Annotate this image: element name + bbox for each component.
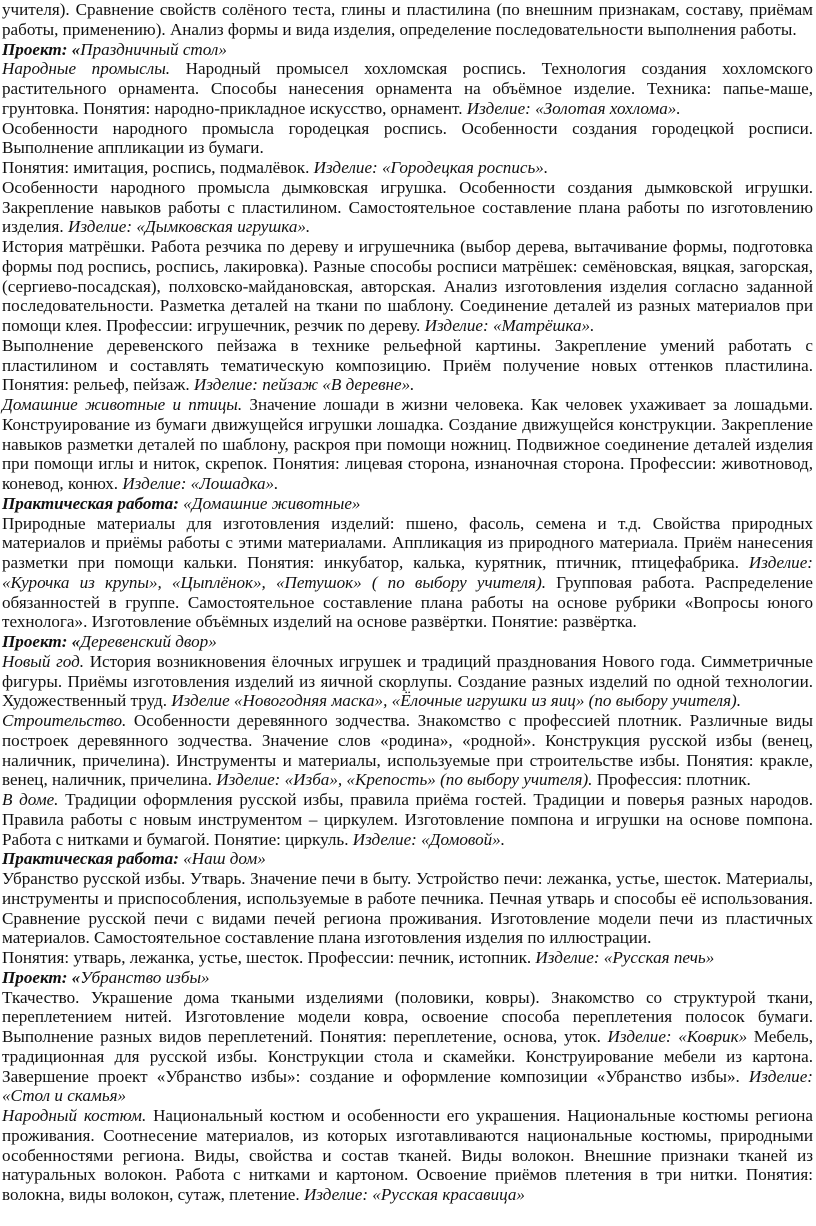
text-run: Понятия: имитация, роспись, подмалёвок. xyxy=(2,158,314,177)
italic-text-run: Домашние животные и птицы. xyxy=(2,395,243,414)
paragraph xyxy=(2,790,813,849)
italic-text-run: Убранство избы» xyxy=(80,967,210,987)
paragraph xyxy=(2,1106,813,1205)
bold-italic-label: Проект: « xyxy=(2,632,81,651)
italic-text-run: Народные промыслы. xyxy=(2,59,171,79)
paragraph xyxy=(2,869,813,948)
italic-text-run: Народный костюм. xyxy=(2,1106,147,1125)
italic-text-run: Строительство. xyxy=(2,711,127,730)
text-run: История возникновения ёлочных игрушек и традиций празднования Нового года. Симметричные фигуры. Приёмы изготовления изделий из яичной скорлупы. Создание разных изделий по одной технологии. Художественный труд. xyxy=(2,651,814,711)
paragraph xyxy=(2,237,813,336)
paragraph xyxy=(2,158,813,178)
bold-italic-label: Практическая работа: xyxy=(2,849,184,869)
paragraph xyxy=(2,948,813,968)
text-run: Особенности деревянного зодчества. Знакомство с профессией плотник. Различные виды построек деревянного зодчества. Значение слов «родина», «родной». Конструкция русской избы (венец, наличник, причелина). Инструменты и материалы, используемые при строительстве избы. Понятия: кракле, венец, наличник, причелина. xyxy=(2,711,813,790)
text-run: Профессия: плотник. xyxy=(592,770,751,790)
section-heading xyxy=(2,494,813,514)
italic-text-run: Изделие: «Изба», «Крепость» (по выбору учителя). xyxy=(216,770,593,790)
text-run: Ткачество. Украшение дома ткаными изделиями (половики, ковры). Знакомство со структурой ткани, переплетением нитей. Изготовление модели ковра, освоение способа переплетения полосок бумаги. Выполнение разных видов переплетений. Понятия: переплетение, основа, уток. xyxy=(2,987,813,1046)
italic-text-run: Изделие: «Золотая хохлома». xyxy=(466,98,681,118)
italic-text-run: Изделие: «Городецкая роспись». xyxy=(313,158,549,177)
bold-italic-label: Практическая работа: xyxy=(2,493,184,513)
paragraph xyxy=(2,988,813,1107)
italic-text-run: Изделие: «Русская красавица» xyxy=(303,1185,525,1204)
italic-text-run: «Домашние животные» xyxy=(183,493,361,513)
text-run: Народный промысел хохломская роспись. Технология создания хохломского растительного орнамента. Способы нанесения орнамента на объёмное изделие. Техника: папье-маше, грунтовка. Понятия: народно-прикладное искусство, орнамент. xyxy=(2,59,813,118)
text-run: Особенности народного промысла дымковская игрушка. Особенности создания дымковской игрушки. Закрепление навыков работы с пластилином. Самостоятельное составление плана работы по изготовлению изделия. xyxy=(2,177,813,237)
section-heading xyxy=(2,632,813,652)
paragraph xyxy=(2,0,813,40)
italic-text-run: Деревенский двор» xyxy=(80,632,217,651)
italic-text-run: Новый год. xyxy=(2,651,85,671)
text-run: Природные материалы для изготовления изделий: пшено, фасоль, семена и т.д. Свойства природных материалов и приёмы работы с этими материалами. Аппликация из природного материала. Приём нанесения разметки при помощи кальки. Понятия: инкубатор, калька, курятник, птичник, птицефабрика. xyxy=(2,513,813,572)
paragraph xyxy=(2,178,813,237)
italic-text-run: Изделие: «Коврик» xyxy=(607,1027,748,1046)
paragraph xyxy=(2,395,813,494)
text-run: Понятия: утварь, лежанка, устье, шесток. Профессии: печник, истопник. xyxy=(2,948,536,967)
text-run: Групповая работа. Распределение обязанностей в группе. Самостоятельное составление плана работы на основе рубрики «Вопросы юного технолога». Изготовление объёмных изделий на основе развёртки. Понятие: развёртка. xyxy=(2,572,813,632)
paragraph xyxy=(2,336,813,395)
italic-text-run: Изделие: «Курочка из крупы», «Цыплёнок», «Петушок» ( по выбору учителя). xyxy=(2,553,813,592)
paragraph xyxy=(2,59,813,118)
text-run: Убранство русской избы. Утварь. Значение печи в быту. Устройство печи: лежанка, устье, шесток. Материалы, инструменты и приспособления, используемые в работе печника. Печная утварь и способы её использования. Сравнение русской печи с видами печей региона проживания. Изготовление модели печи из пластичных материалов. Самостоятельное составление плана изготовления изделия по иллюстрации. xyxy=(2,869,813,948)
bold-italic-label: Проект: « xyxy=(2,39,81,59)
italic-text-run: Изделие: «Матрёшка». xyxy=(424,316,595,335)
paragraph xyxy=(2,119,813,159)
italic-text-run: Изделие «Новогодняя маска», «Ёлочные игрушки из яиц» (по выбору учителя). xyxy=(171,691,741,711)
text-run: Выполнение деревенского пейзажа в технике рельефной картины. Закрепление умений работать с пластилином и составлять тематическую композицию. Приём получение новых оттенков пластилина. Понятия: рельеф, пейзаж. xyxy=(2,335,813,395)
paragraph xyxy=(2,514,813,633)
text-run: Национальный костюм и особенности его украшения. Национальные костюмы региона проживания. Соотнесение материалов, из которых изготавливаются национальные костюмы, природными особенностями региона. Виды, свойства и состав тканей. Виды волокон. Внешние признаки тканей из натуральных волокон. Работа с нитками и картоном. Освоение приёмов плетения в три нитки. Понятия: волокна, виды волокон, сутаж, плетение. xyxy=(2,1106,813,1204)
paragraph xyxy=(2,652,813,711)
italic-text-run: Изделие: пейзаж «В деревне». xyxy=(193,375,415,395)
section-heading xyxy=(2,849,813,869)
italic-text-run: Изделие: «Домовой». xyxy=(352,829,506,849)
text-run: учителя). Сравнение свойств солёного теста, глины и пластилина (по внешним признакам, составу, приёмам работы, применению). Анализ формы и вида изделия, определение последовательности выполнения работы. xyxy=(2,0,813,39)
italic-text-run: Изделие: «Стол и скамья» xyxy=(2,1066,813,1106)
italic-text-run: Изделие: «Лошадка». xyxy=(122,474,279,493)
section-heading xyxy=(2,968,813,988)
italic-text-run: Праздничный стол» xyxy=(80,39,227,59)
text-run: Традиции оформления русской избы, правила приёма гостей. Традиции и поверья разных народов. Правила работы с новым инструментом – циркулем. Изготовление помпона и игрушки на основе помпона. Работа с нитками и бумагой. Понятие: циркуль. xyxy=(2,790,814,849)
text-run: Мебель, традиционная для русской избы. Конструкции стола и скамейки. Конструирование мебели из картона. Завершение проект «Убранство избы»: создание и оформление композиции «Убранство избы». xyxy=(2,1027,813,1086)
italic-text-run: В доме. xyxy=(2,790,59,809)
text-run: Значение лошади в жизни человека. Как человек ухаживает за лошадьми. Конструирование из бумаги движущейся игрушки лошадка. Создание движущейся конструкции. Закрепление навыков разметки деталей по шаблону, раскроя при помощи ножниц. Подвижное соединение деталей изделия при помощи иглы и ниток, скрепок. Понятия: лицевая сторона, изнаночная сторона. Профессии: животновод, коневод, конюх. xyxy=(2,395,813,493)
italic-text-run: Изделие: «Дымковская игрушка». xyxy=(67,217,311,237)
bold-italic-label: Проект: « xyxy=(2,967,81,987)
text-run: Особенности народного промысла городецкая роспись. Особенности создания городецкой росписи. Выполнение аппликации из бумаги. xyxy=(2,118,813,158)
italic-text-run: «Наш дом» xyxy=(183,849,266,869)
section-heading xyxy=(2,40,813,60)
italic-text-run: Изделие: «Русская печь» xyxy=(535,948,715,967)
paragraph xyxy=(2,711,813,790)
text-run: История матрёшки. Работа резчика по дереву и игрушечника (выбор дерева, вытачивание формы, подготовка формы под роспись, роспись, лакировка). Разные способы росписи матрёшек: семёновская, вяцкая, загорская, (сергиево-посадская), полховско-майдановская, авторская. Анализ изготовления изделия согласно заданной последовательности. Разметка деталей на ткани по шаблону. Соединение деталей из разных материалов при помощи клея. Профессии: игрушечник, резчик по дереву. xyxy=(2,237,813,335)
